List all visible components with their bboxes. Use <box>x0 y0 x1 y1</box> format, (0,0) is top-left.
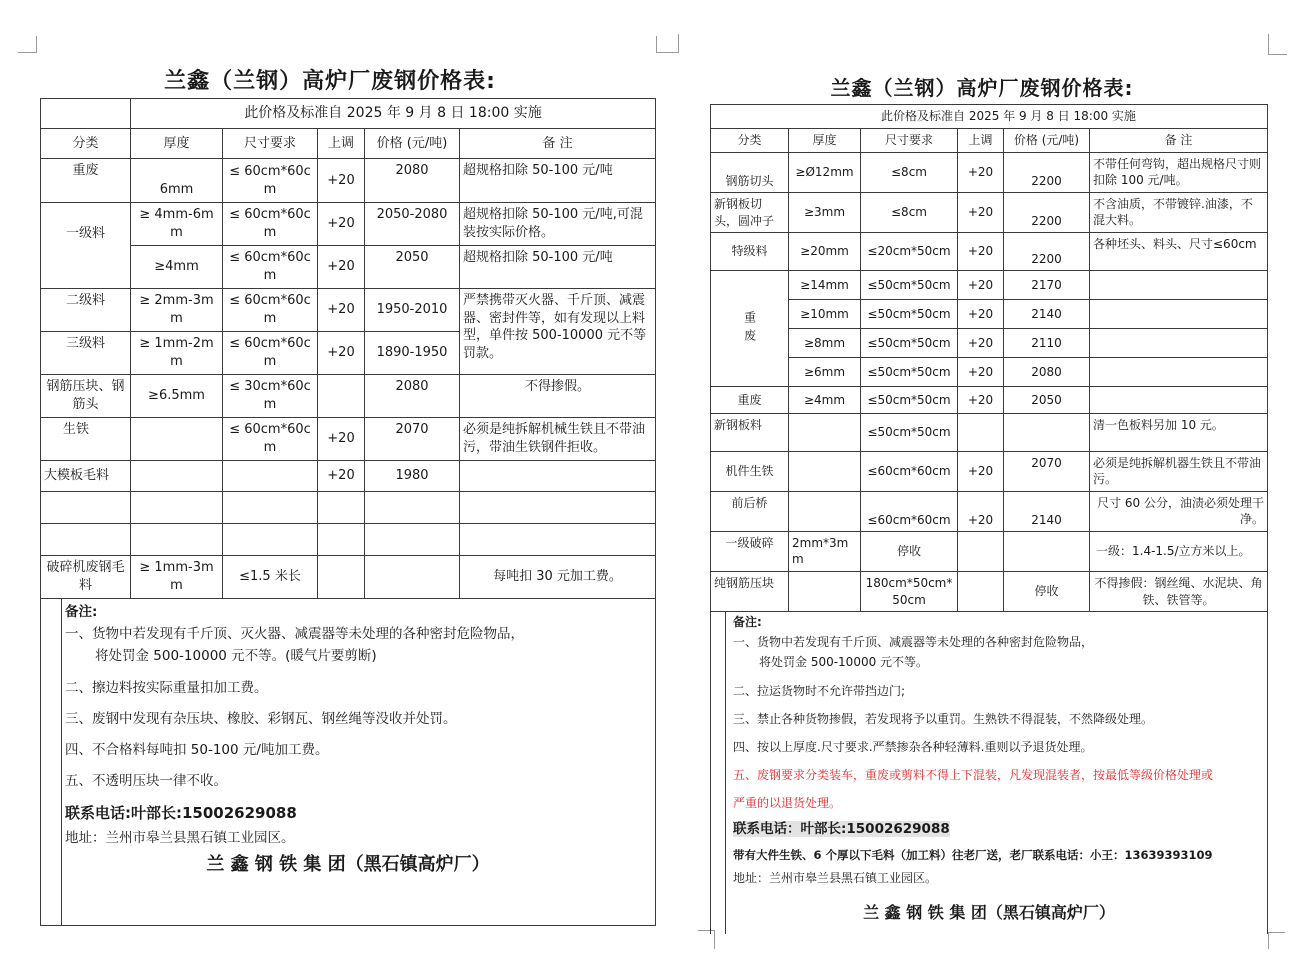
remark-line: 三、禁止各种货物掺假，若发现将予以重罚。生熟铁不得混装，不然降级处理。 <box>733 711 1154 726</box>
column-header: 分类 <box>711 129 789 153</box>
cell-category: 机件生铁 <box>711 452 789 492</box>
cell-price: 2140 <box>1004 300 1090 329</box>
cell-adjust <box>958 572 1004 612</box>
cell-adjust: +20 <box>958 233 1004 271</box>
cell-adjust: +20 <box>958 193 1004 233</box>
crop-mark <box>670 34 679 53</box>
table-row <box>711 358 1268 387</box>
cell-thickness: ≥ 4mm-6mm <box>131 203 223 246</box>
cell-note <box>1090 329 1268 358</box>
cell-category: 新钢板料 <box>711 414 789 452</box>
table-row <box>41 524 656 556</box>
cell-note: 各种坯头、料头、尺寸≤60cm <box>1090 233 1268 271</box>
cell-thickness: ≥ 1mm-2mm <box>131 332 223 375</box>
cell-size: ≤1.5 米长 <box>223 556 318 599</box>
remark-line: 将处罚金 500-10000 元不等。(暖气片要剪断) <box>95 648 377 665</box>
cell-note: 超规格扣除 50-100 元/吨 <box>460 159 656 203</box>
cell-size: ≤8cm <box>861 193 958 233</box>
cell-price: 2200 <box>1004 233 1090 271</box>
header-row <box>41 129 656 159</box>
cell-thickness: ≥ 1mm-3mm <box>131 556 223 599</box>
cell-price: 1980 <box>365 461 460 492</box>
contact-phone: 联系电话:叶部长:15002629088 <box>65 803 297 822</box>
remark-line-warning: 五、废钢要求分类装车，重废或剪料不得上下混装，凡发现混装者，按最低等级价格处理或 <box>733 768 1214 783</box>
cell-price: 2050-2080 <box>365 203 460 246</box>
cell-thickness <box>131 418 223 461</box>
table-row <box>711 452 1268 492</box>
cell-adjust: +20 <box>958 358 1004 387</box>
cell-size: ≤ 60cm*60cm <box>223 289 318 332</box>
effective-date: 此价格及标准自 2025 年 9 月 8 日 18:00 实施 <box>711 105 1268 129</box>
remarks-label: 备注: <box>65 604 98 620</box>
cell-adjust: +20 <box>318 289 365 332</box>
cell-note: 超规格扣除 50-100 元/吨,可混装按实际价格。 <box>460 203 656 246</box>
price-table <box>40 98 656 926</box>
cell-price: 2140 <box>1004 492 1090 532</box>
remarks-label: 备注: <box>733 615 762 629</box>
cell-thickness: ≥20mm <box>789 233 861 271</box>
cell-size: ≤50cm*50cm <box>861 300 958 329</box>
cell-size: ≤60cm*60cm <box>861 452 958 492</box>
cell-thickness: ≥4mm <box>789 387 861 414</box>
column-header: 厚度 <box>789 129 861 153</box>
cell-category: 纯钢筋压块 <box>711 572 789 612</box>
cell-size: ≤50cm*50cm <box>861 387 958 414</box>
company-signature: 兰 鑫 钢 铁 集 团（黑石镇高炉厂） <box>863 903 1115 922</box>
table-row <box>711 300 1268 329</box>
page-title: 兰鑫（兰钢）高炉厂废钢价格表: <box>830 76 1134 100</box>
page-title: 兰鑫（兰钢）高炉厂废钢价格表: <box>164 69 496 94</box>
cell-price: 2070 <box>365 418 460 461</box>
column-header: 上调 <box>958 129 1004 153</box>
cell-note: 不带任何弯钩，超出规格尺寸则扣除 100 元/吨。 <box>1090 153 1268 193</box>
table-row <box>711 572 1268 612</box>
table-row <box>41 492 656 524</box>
column-header: 尺寸要求 <box>861 129 958 153</box>
price-table <box>710 104 1268 934</box>
cell-adjust <box>318 375 365 418</box>
cell-thickness: ≥8mm <box>789 329 861 358</box>
table-row <box>711 153 1268 193</box>
cell-note <box>1090 271 1268 300</box>
cell-adjust: +20 <box>958 300 1004 329</box>
cell-adjust: +20 <box>958 329 1004 358</box>
cell-thickness: ≥ 2mm-3mm <box>131 289 223 332</box>
remark-line: 二、擦边料按实际重量扣加工费。 <box>65 679 268 696</box>
remarks <box>65 603 524 847</box>
remark-line: 四、不合格料每吨扣 50-100 元/吨加工费。 <box>65 742 329 759</box>
cell-category: 三级料 <box>41 332 131 375</box>
cell-category: 生铁 <box>41 418 131 461</box>
table-row <box>41 203 656 246</box>
remark-line: 四、按以上厚度.尺寸要求.严禁掺杂各种轻薄料.重则以予退货处理。 <box>733 739 1093 754</box>
cell-note: 清一色板料另加 10 元。 <box>1090 414 1268 452</box>
cell-thickness: ≥4mm <box>131 246 223 289</box>
remark-line: 二、拉运货物时不允许带挡边门; <box>733 683 906 698</box>
table-row <box>41 159 656 203</box>
effective-date: 此价格及标准自 2025 年 9 月 8 日 18:00 实施 <box>131 99 656 129</box>
cell-price: 1890-1950 <box>365 332 460 375</box>
cell-size: 停收 <box>861 532 958 572</box>
cell-price: 2050 <box>1004 387 1090 414</box>
column-header: 备 注 <box>1090 129 1268 153</box>
cell-adjust: +20 <box>958 452 1004 492</box>
cell-thickness <box>789 572 861 612</box>
cell-note: 必须是纯拆解机械生铁且不带油污，带油生铁钢件拒收。 <box>460 418 656 461</box>
cell-note: 必须是纯拆解机器生铁且不带油污。 <box>1090 452 1268 492</box>
cell-size: ≤20cm*50cm <box>861 233 958 271</box>
cell-note: 每吨扣 30 元加工费。 <box>460 556 656 599</box>
cell-size: ≤50cm*50cm <box>861 329 958 358</box>
cell-size: ≤50cm*50cm <box>861 271 958 300</box>
table-row <box>711 414 1268 452</box>
cell-price <box>1004 532 1090 572</box>
table-row <box>41 556 656 599</box>
cell-size: ≤ 60cm*60cm <box>223 159 318 203</box>
remark-line: 三、废钢中发现有杂压块、橡胶、彩钢瓦、钢丝绳等没收并处罚。 <box>65 710 457 727</box>
cell-size: ≤ 60cm*60cm <box>223 332 318 375</box>
cell-adjust: +20 <box>318 246 365 289</box>
cell-price: 2070 <box>1004 452 1090 492</box>
cell-note <box>1090 358 1268 387</box>
cell-category: 特级料 <box>711 233 789 271</box>
remarks-row <box>711 612 1268 935</box>
table-row <box>41 246 656 289</box>
cell-thickness <box>789 414 861 452</box>
table-row <box>711 492 1268 532</box>
cell-note: 尺寸 60 公分，油渍必须处理干净。 <box>1090 492 1268 532</box>
cell-note: 不含油质，不带镀锌.油漆，不混大料。 <box>1090 193 1268 233</box>
cell-adjust: +20 <box>958 387 1004 414</box>
cell-adjust: +20 <box>958 271 1004 300</box>
header-row <box>711 129 1268 153</box>
cell-note: 不得掺假：钢丝绳、水泥块、角铁、铁管等。 <box>1090 572 1268 612</box>
cell-size: ≤50cm*50cm <box>861 414 958 452</box>
cell-adjust: +20 <box>318 159 365 203</box>
cell-adjust: +20 <box>318 418 365 461</box>
cell-category: 破碎机废钢毛料 <box>41 556 131 599</box>
column-header: 尺寸要求 <box>223 129 318 159</box>
table-row <box>711 532 1268 572</box>
cell-thickness: ≥6.5mm <box>131 375 223 418</box>
company-signature: 兰 鑫 钢 铁 集 团（黑石镇高炉厂） <box>206 854 490 875</box>
column-header: 分类 <box>41 129 131 159</box>
cell-category: 大模板毛料 <box>41 461 131 492</box>
cell-price <box>365 556 460 599</box>
table-row <box>711 193 1268 233</box>
cell-price: 2170 <box>1004 271 1090 300</box>
cell-thickness: ≥10mm <box>789 300 861 329</box>
column-header: 厚度 <box>131 129 223 159</box>
table-row <box>41 418 656 461</box>
cell-category: 二级料 <box>41 289 131 332</box>
column-header: 备 注 <box>460 129 656 159</box>
cell-price: 停收 <box>1004 572 1090 612</box>
table-row <box>711 233 1268 271</box>
table-row <box>41 289 656 332</box>
cell-category: 重废 <box>711 387 789 414</box>
cell-category: 重废 <box>41 159 131 203</box>
cell-size: ≤8cm <box>861 153 958 193</box>
cell-category: 前后桥 <box>711 492 789 532</box>
address: 地址：兰州市皋兰县黑石镇工业园区。 <box>733 871 938 886</box>
cell-thickness: ≥14mm <box>789 271 861 300</box>
cell-thickness <box>131 461 223 492</box>
cell-thickness: ≥Ø12mm <box>789 153 861 193</box>
table-row <box>711 329 1268 358</box>
cell-category: 重废 <box>711 271 789 387</box>
crop-mark <box>1268 34 1287 55</box>
cell-note: 不得掺假。 <box>460 375 656 418</box>
cell-size <box>223 461 318 492</box>
cell-adjust <box>958 414 1004 452</box>
remarks-row <box>41 599 656 926</box>
remark-line: 将处罚金 500-10000 元不等。 <box>759 655 929 670</box>
cell-thickness: 2mm*3mm <box>789 532 861 572</box>
remark-line: 一、货物中若发现有千斤顶、减震器等未处理的各种密封危险物品， <box>733 635 1094 650</box>
cell-note <box>1090 387 1268 414</box>
cell-category: 一级破碎 <box>711 532 789 572</box>
old-factory-note: 带有大件生铁、6 个厚以下毛料（加工料）往老厂送，老厂联系电话：小王：13639393109 <box>733 847 1213 862</box>
column-header: 上调 <box>318 129 365 159</box>
remarks-box <box>41 599 655 925</box>
cell-thickness <box>789 452 861 492</box>
cell-price: 2080 <box>365 375 460 418</box>
contact-phone: 联系电话：叶部长:15002629088 <box>733 820 950 837</box>
cell-price: 1950-2010 <box>365 289 460 332</box>
cell-price: 2200 <box>1004 153 1090 193</box>
cell-price: 2200 <box>1004 193 1090 233</box>
cell-size: ≤ 60cm*60cm <box>223 203 318 246</box>
remark-line: 一、货物中若发现有千斤顶、灭火器、减震器等未处理的各种密封危险物品， <box>65 626 524 643</box>
cell-price: 2050 <box>365 246 460 289</box>
cell-adjust: +20 <box>958 492 1004 532</box>
cell-thickness: 6mm <box>131 159 223 203</box>
remarks-box <box>711 612 1267 934</box>
address: 地址：兰州市皋兰县黑石镇工业园区。 <box>65 829 295 846</box>
cell-thickness: ≥6mm <box>789 358 861 387</box>
cell-adjust: +20 <box>318 461 365 492</box>
cell-note: 严禁携带灭火器、千斤顶、减震器、密封件等，如有发现以上料型，单件按 500-10000 元不等罚款。 <box>460 289 656 375</box>
cell-category: 钢筋切头 <box>711 153 789 193</box>
cell-size: 180cm*50cm*50cm <box>861 572 958 612</box>
cell-note: 一级：1.4-1.5/立方米以上。 <box>1090 532 1268 572</box>
cell-adjust <box>318 556 365 599</box>
remarks <box>733 614 1213 886</box>
remark-line: 五、不透明压块一律不收。 <box>65 773 227 790</box>
cell-thickness <box>789 492 861 532</box>
cell-note: 超规格扣除 50-100 元/吨 <box>460 246 656 289</box>
cell-adjust: +20 <box>958 153 1004 193</box>
table-row <box>41 461 656 492</box>
effective-row <box>41 99 656 129</box>
cell-note <box>1090 300 1268 329</box>
cell-adjust <box>958 532 1004 572</box>
cell-adjust: +20 <box>318 332 365 375</box>
cell-size: ≤ 30cm*60cm <box>223 375 318 418</box>
cell-size: ≤60cm*60cm <box>861 492 958 532</box>
cell-adjust: +20 <box>318 203 365 246</box>
cell-thickness: ≥3mm <box>789 193 861 233</box>
cell-price <box>1004 414 1090 452</box>
cell-category: 一级料 <box>41 203 131 289</box>
cell-size: ≤50cm*50cm <box>861 358 958 387</box>
column-header: 价格 (元/吨) <box>365 129 460 159</box>
cell-price: 2080 <box>365 159 460 203</box>
crop-mark <box>18 36 37 53</box>
table-row <box>711 271 1268 300</box>
right-document-page <box>670 0 1294 960</box>
effective-row <box>711 105 1268 129</box>
cell-note <box>460 461 656 492</box>
column-header: 价格 (元/吨) <box>1004 129 1090 153</box>
cell-size: ≤ 60cm*60cm <box>223 418 318 461</box>
remark-line-warning: 严重的以退货处理。 <box>733 796 842 811</box>
crop-mark <box>1268 932 1285 949</box>
table-row <box>711 387 1268 414</box>
cell-price: 2110 <box>1004 329 1090 358</box>
cell-category: 钢筋压块、钢筋头 <box>41 375 131 418</box>
cell-category: 新钢板切头，圆冲子 <box>711 193 789 233</box>
table-row <box>41 375 656 418</box>
cell-size: ≤ 60cm*60cm <box>223 246 318 289</box>
cell-price: 2080 <box>1004 358 1090 387</box>
